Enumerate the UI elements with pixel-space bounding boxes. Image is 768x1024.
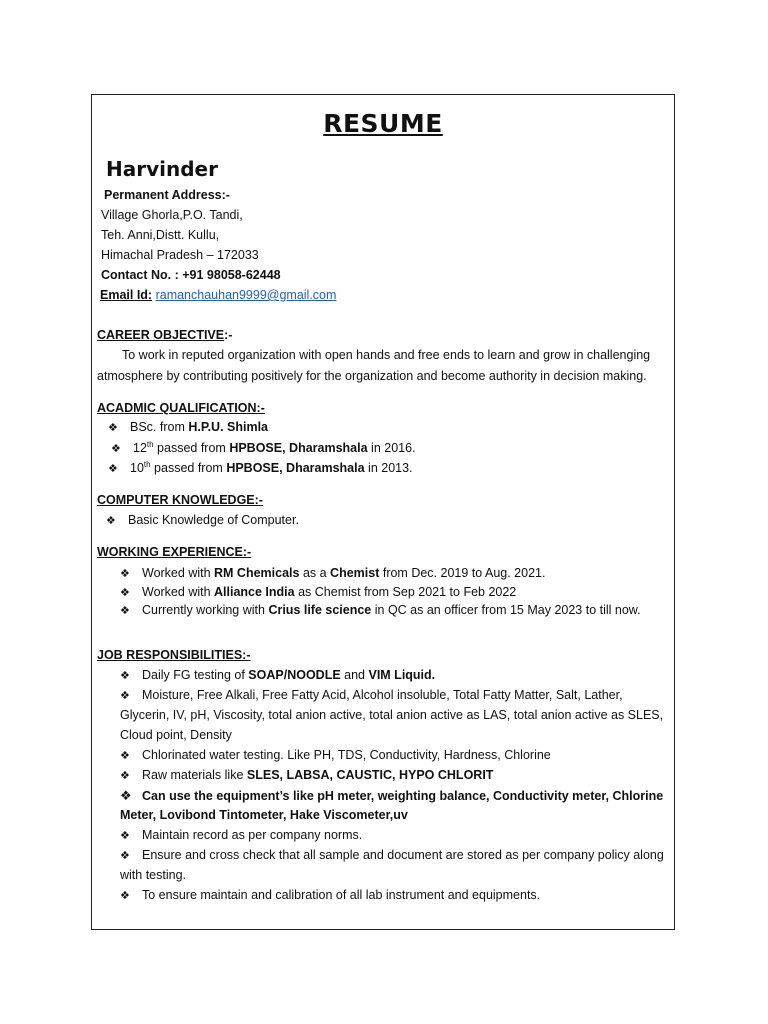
- career-objective-text: To work in reputed organization with open hands and free ends to learn and grow in challenging: [122, 348, 651, 362]
- experience-heading: WORKING EXPERIENCE:-: [97, 545, 252, 559]
- resume-title: RESUME: [323, 109, 443, 138]
- email-label: Email Id:: [100, 288, 153, 302]
- list-item: ❖ Daily FG testing of SOAP/NOODLE and VIM Liquid.: [120, 668, 436, 682]
- address-line: Teh. Anni,Distt. Kullu,: [101, 228, 220, 242]
- academic-heading: ACADMIC QUALIFICATION:-: [97, 401, 265, 415]
- diamond-bullet-icon: ❖: [120, 890, 130, 902]
- diamond-bullet-icon: ❖: [120, 750, 130, 762]
- list-item-continuation: Cloud point, Density: [120, 728, 232, 742]
- list-item-continuation: with testing.: [120, 868, 187, 882]
- list-item-continuation: Meter, Lovibond Tintometer, Hake Viscometer,uv: [120, 808, 408, 822]
- email-link[interactable]: ramanchauhan9999@gmail.com: [155, 288, 337, 302]
- diamond-bullet-icon: ❖: [120, 788, 132, 803]
- list-item: ❖ 10th passed from HPBOSE, Dharamshala in 2013.: [108, 460, 413, 476]
- list-item: ❖ Currently working with Crius life science in QC as an officer from 15 May 2023 to till now.: [120, 603, 641, 617]
- diamond-bullet-icon: ❖: [120, 830, 130, 842]
- career-objective-text: atmosphere by contributing positively for the organization and become authority in decision making.: [97, 369, 647, 383]
- diamond-bullet-icon: ❖: [120, 568, 130, 580]
- diamond-bullet-icon: ❖: [120, 605, 130, 617]
- diamond-bullet-icon: ❖: [111, 443, 121, 456]
- diamond-bullet-icon: ❖: [120, 770, 130, 782]
- list-item: ❖ Raw materials like SLES, LABSA, CAUSTIC, HYPO CHLORIT: [120, 768, 494, 782]
- diamond-bullet-icon: ❖: [120, 850, 130, 862]
- diamond-bullet-icon: ❖: [108, 463, 118, 476]
- list-item: ❖ Worked with RM Chemicals as a Chemist from Dec. 2019 to Aug. 2021.: [120, 566, 546, 580]
- list-item: ❖ BSc. from H.P.U. Shimla: [108, 420, 269, 434]
- contact-number: Contact No. : +91 98058-62448: [101, 268, 281, 282]
- resume-page: [91, 94, 675, 930]
- list-item: ❖ Chlorinated water testing. Like PH, TDS, Conductivity, Hardness, Chlorine: [120, 748, 551, 762]
- diamond-bullet-icon: ❖: [108, 422, 118, 434]
- list-item: ❖ Maintain record as per company norms.: [120, 828, 363, 842]
- address-line: Himachal Pradesh – 172033: [101, 248, 259, 262]
- diamond-bullet-icon: ❖: [120, 690, 130, 702]
- list-item: ❖ 12th passed from HPBOSE, Dharamshala in 2016.: [111, 440, 416, 456]
- address-line: Village Ghorla,P.O. Tandi,: [101, 208, 243, 222]
- jobs-heading: JOB RESPONSIBILITIES:-: [97, 648, 251, 662]
- list-item: ❖ Can use the equipment’s like pH meter, weighting balance, Conductivity meter, Chlorine: [120, 788, 664, 803]
- address-label: Permanent Address:-: [104, 188, 230, 202]
- diamond-bullet-icon: ❖: [120, 587, 130, 599]
- list-item: ❖ To ensure maintain and calibration of all lab instrument and equipments.: [120, 888, 541, 902]
- list-item: ❖ Basic Knowledge of Computer.: [106, 513, 299, 527]
- career-heading: CAREER OBJECTIVE:-: [97, 328, 233, 342]
- list-item: ❖ Worked with Alliance India as Chemist from Sep 2021 to Feb 2022: [120, 585, 517, 599]
- candidate-name: Harvinder: [106, 157, 218, 181]
- computer-heading: COMPUTER KNOWLEDGE:-: [97, 493, 263, 507]
- diamond-bullet-icon: ❖: [120, 670, 130, 682]
- list-item: ❖ Ensure and cross check that all sample and document are stored as per company policy along: [120, 848, 664, 862]
- list-item: ❖ Moisture, Free Alkali, Free Fatty Acid, Alcohol insoluble, Total Fatty Matter, Salt, Lather,: [120, 688, 623, 702]
- list-item-continuation: Glycerin, IV, pH, Viscosity, total anion active, total anion active as LAS, total anion active as SLES,: [120, 708, 664, 722]
- diamond-bullet-icon: ❖: [106, 515, 116, 527]
- email-row: [100, 288, 336, 302]
